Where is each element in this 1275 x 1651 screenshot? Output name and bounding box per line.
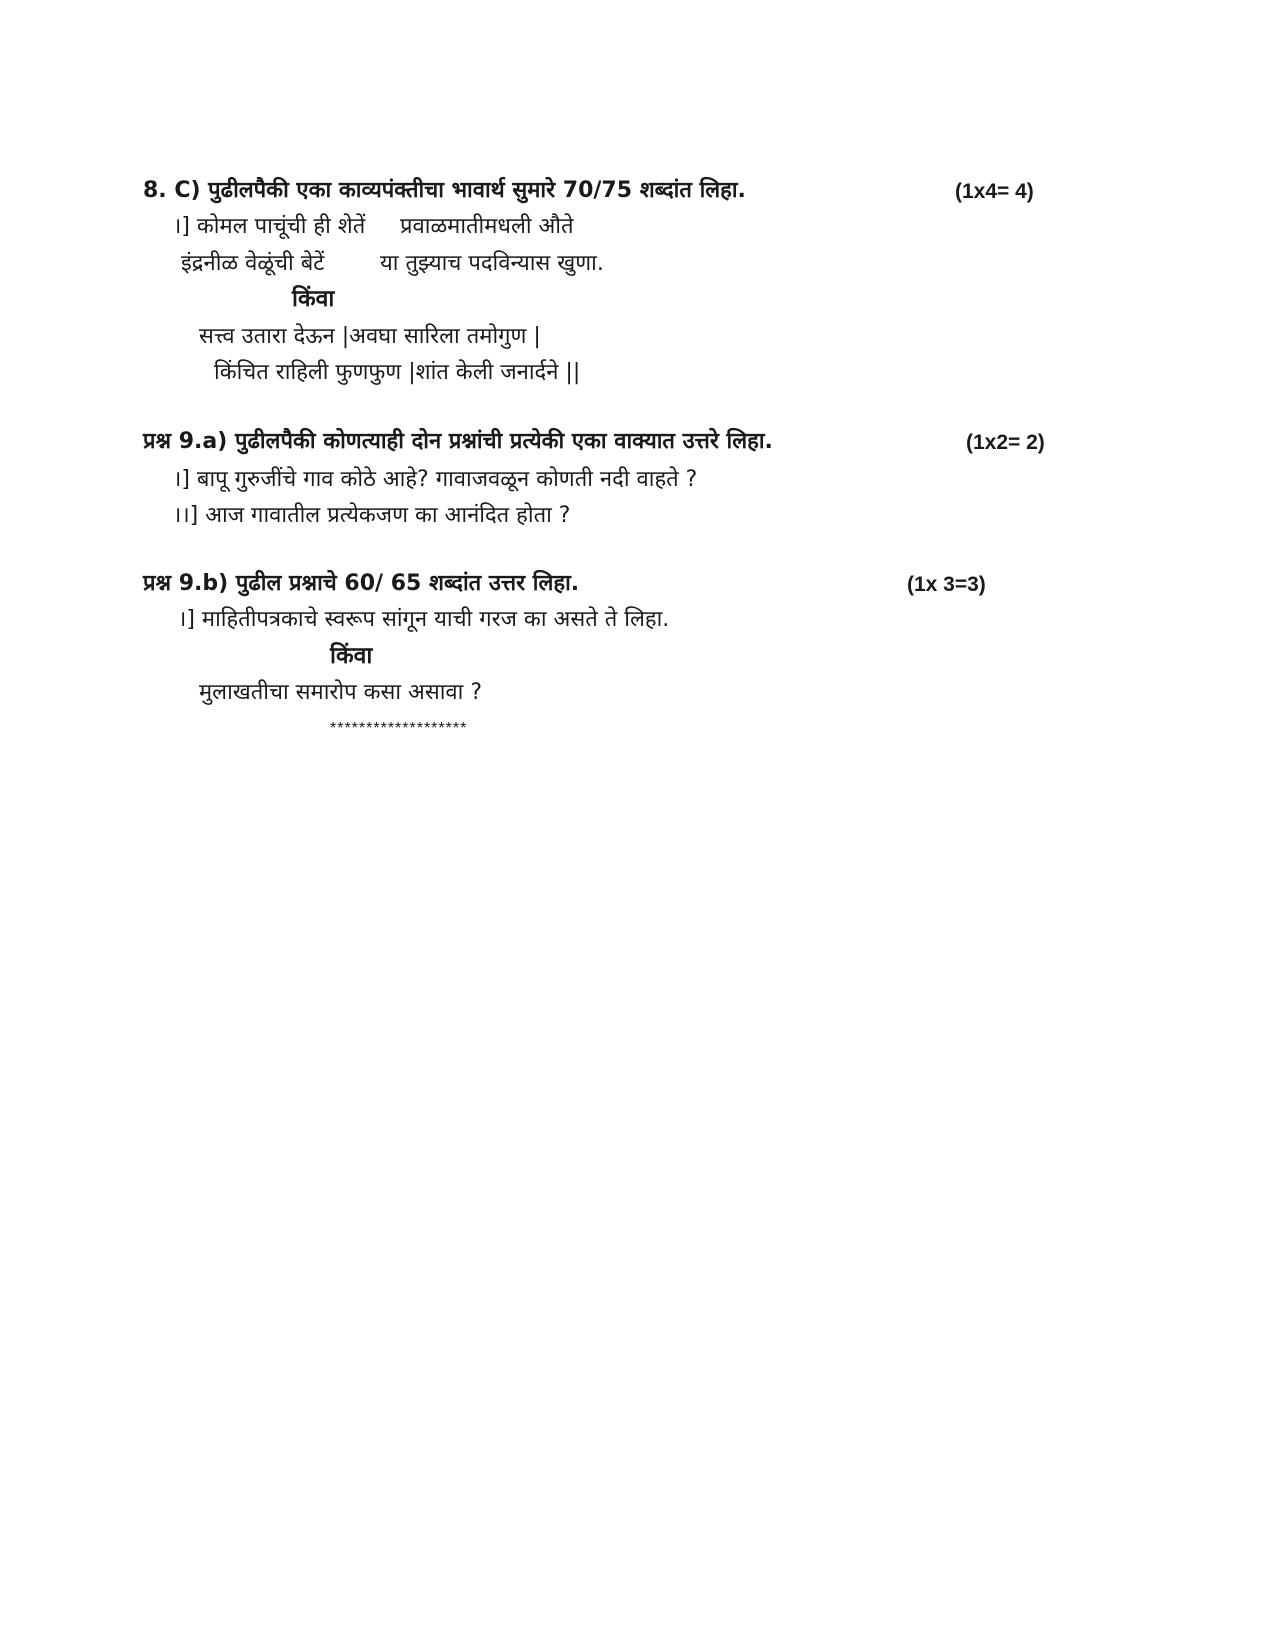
q9b-question-1: ।] माहितीपत्रकाचे स्वरूप सांगून याची गरज का असते ते लिहा. xyxy=(178,607,670,632)
q9b-or-label: किंवा xyxy=(330,643,373,669)
q9b-heading: प्रश्न 9.b) पुढील प्रश्नाचे 60/ 65 शब्दांत उत्तर लिहा. xyxy=(143,571,580,596)
poem1-line1-part2: प्रवाळमातीमधली औते xyxy=(400,214,574,239)
poem1-line2-part2: या तुझ्याच पदविन्यास खुणा. xyxy=(380,251,604,276)
q8c-heading: 8. C) पुढीलपैकी एका काव्यपंक्तीचा भावार्थ सुमारे 70/75 शब्दांत लिहा. xyxy=(143,178,746,203)
q9a-heading: प्रश्न 9.a) पुढीलपैकी कोणत्याही दोन प्रश्नांची प्रत्येकी एका वाक्यात उत्तरे लिहा. xyxy=(143,429,773,454)
q8c-marks: (1x4= 4) xyxy=(955,180,1034,203)
q9a-question-2: ।।] आज गावातील प्रत्येकजण का आनंदित होता ? xyxy=(173,503,571,528)
poem1-line2-part1: इंद्रनीळ वेळूंची बेटें xyxy=(181,251,325,276)
poem2-line2: किंचित राहिली फुणफुण |शांत केली जनार्दने || xyxy=(214,360,581,385)
poem1-line1-part1: ।] कोमल पाचूंची ही शेतें xyxy=(173,214,366,239)
q8c-or-label: किंवा xyxy=(292,286,335,312)
q9a-marks: (1x2= 2) xyxy=(966,431,1045,454)
q9b-marks: (1x 3=3) xyxy=(907,573,986,596)
q9a-question-1: ।] बापू गुरुजींचे गाव कोठे आहे? गावाजवळून कोणती नदी वाहते ? xyxy=(173,467,698,492)
end-marker: ******************* xyxy=(330,720,468,737)
poem2-line1: सत्त्व उतारा देऊन |अवघा सारिला तमोगुण | xyxy=(199,324,541,349)
q9b-question-2: मुलाखतीचा समारोप कसा असावा ? xyxy=(199,680,483,705)
